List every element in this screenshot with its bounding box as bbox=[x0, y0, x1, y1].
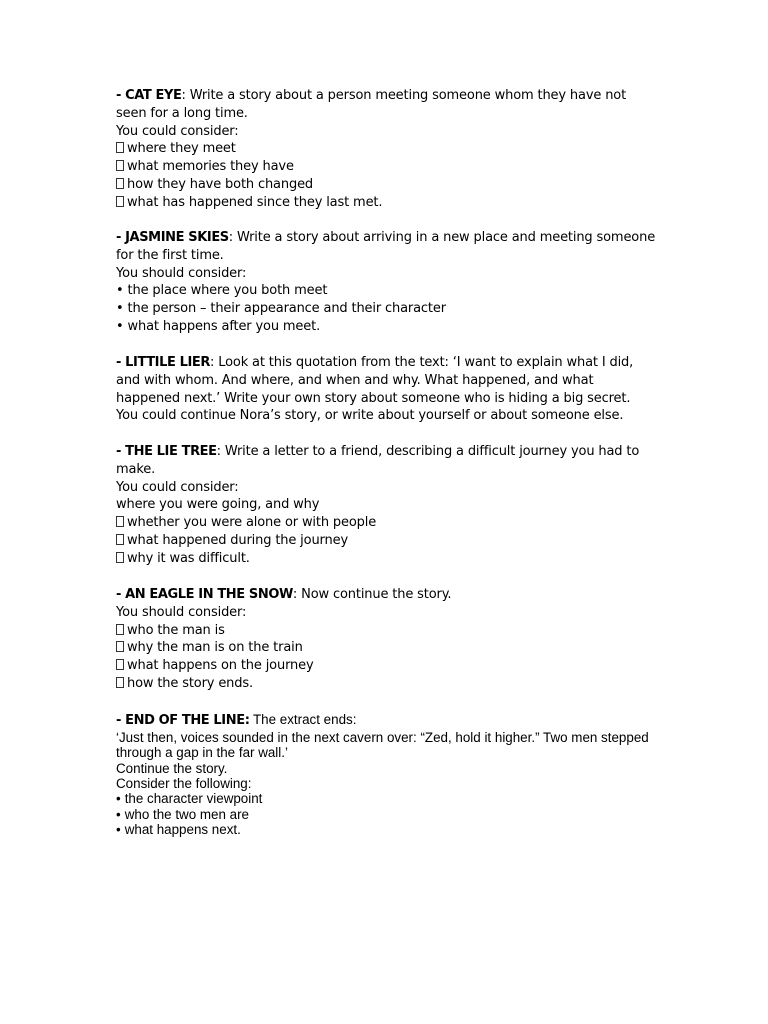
prompt-jasmine-skies bbox=[116, 229, 656, 336]
consider-label: Consider the following: bbox=[116, 776, 252, 792]
prompt-cat-eye bbox=[116, 87, 656, 212]
list-item: • what happens after you meet. bbox=[116, 318, 321, 334]
bullet-icon: • bbox=[116, 318, 124, 334]
list-item: • who the two men are bbox=[116, 806, 250, 822]
prompt-intro: - THE LIE TREE: Write a letter to a friend, describing a difficult journey you had to make. bbox=[116, 444, 640, 477]
extract-quote: ‘Just then, voices sounded in the next cavern over: “Zed, hold it higher.” Two men stepped through a gap in the far wall.’ bbox=[116, 729, 649, 761]
prompt-intro: - JASMINE SKIES: Write a story about arriving in a new place and meeting someone for the first time. bbox=[116, 230, 656, 263]
prompt-end-of-the-line bbox=[116, 711, 656, 838]
prompt-heading: - LITTILE LIER bbox=[116, 355, 211, 370]
prompt-the-lie-tree bbox=[116, 443, 656, 568]
prompt-intro: - AN EAGLE IN THE SNOW: Now continue the story. bbox=[116, 587, 452, 602]
prompt-an-eagle-in-the-snow bbox=[116, 586, 656, 693]
prompt-heading: - JASMINE SKIES bbox=[116, 230, 229, 245]
list-item: where they meet bbox=[116, 140, 656, 158]
missing-glyph-icon bbox=[116, 516, 124, 527]
list-item: how the story ends. bbox=[116, 675, 656, 693]
prompt-heading: - CAT EYE bbox=[116, 88, 182, 103]
prompt-littile-lier bbox=[116, 354, 656, 425]
prompt-heading: - AN EAGLE IN THE SNOW bbox=[116, 587, 293, 602]
missing-glyph-icon bbox=[116, 534, 124, 545]
missing-glyph-icon bbox=[116, 160, 124, 171]
missing-glyph-icon bbox=[116, 196, 124, 207]
list-item: what happens on the journey bbox=[116, 657, 656, 675]
prompt-heading: - THE LIE TREE bbox=[116, 444, 217, 459]
missing-glyph-icon bbox=[116, 142, 124, 153]
continue-instruction: Continue the story. bbox=[116, 760, 228, 776]
missing-glyph-icon bbox=[116, 178, 124, 189]
bullet-icon: • bbox=[116, 791, 121, 807]
list-item: what happened during the journey bbox=[116, 532, 656, 550]
bullet-icon: • bbox=[116, 283, 124, 299]
list-item: • the place where you both meet bbox=[116, 283, 328, 299]
list-item: who the man is bbox=[116, 622, 656, 640]
list-item: how they have both changed bbox=[116, 176, 656, 194]
missing-glyph-icon bbox=[116, 677, 124, 688]
bullet-icon: • bbox=[116, 301, 124, 317]
prompt-intro: - LITTILE LIER: Look at this quotation from the text: ‘I want to explain what I did, and with whom. And where, and when and why. What happened, and what happened next.’ Write your own story about someone who is hiding a big secret. You could continue Nora’s story, or write about yourself or about someone else. bbox=[116, 355, 634, 424]
list-item: why the man is on the train bbox=[116, 639, 656, 657]
list-item: • the character viewpoint bbox=[116, 791, 263, 807]
missing-glyph-icon bbox=[116, 641, 124, 652]
list-item: where you were going, and why bbox=[116, 497, 320, 513]
list-item: • the person – their appearance and their character bbox=[116, 301, 446, 317]
missing-glyph-icon bbox=[116, 552, 124, 563]
consider-label: You should consider: bbox=[116, 265, 247, 281]
missing-glyph-icon bbox=[116, 624, 124, 635]
list-item: • what happens next. bbox=[116, 822, 241, 838]
prompt-body bbox=[116, 730, 656, 838]
prompt-heading: - END OF THE LINE: bbox=[116, 713, 250, 728]
consider-label: You could consider: bbox=[116, 123, 239, 139]
bullet-icon: • bbox=[116, 806, 121, 822]
list-item: what has happened since they last met. bbox=[116, 194, 656, 212]
list-item: what memories they have bbox=[116, 158, 656, 176]
prompt-intro: - END OF THE LINE: The extract ends: bbox=[116, 712, 357, 728]
prompt-intro: - CAT EYE: Write a story about a person meeting someone whom they have not seen for a long time. bbox=[116, 88, 627, 121]
consider-label: You could consider: bbox=[116, 479, 239, 495]
list-item: why it was difficult. bbox=[116, 550, 656, 568]
list-item: whether you were alone or with people bbox=[116, 514, 656, 532]
missing-glyph-icon bbox=[116, 659, 124, 670]
bullet-icon: • bbox=[116, 822, 121, 838]
consider-label: You should consider: bbox=[116, 604, 247, 620]
